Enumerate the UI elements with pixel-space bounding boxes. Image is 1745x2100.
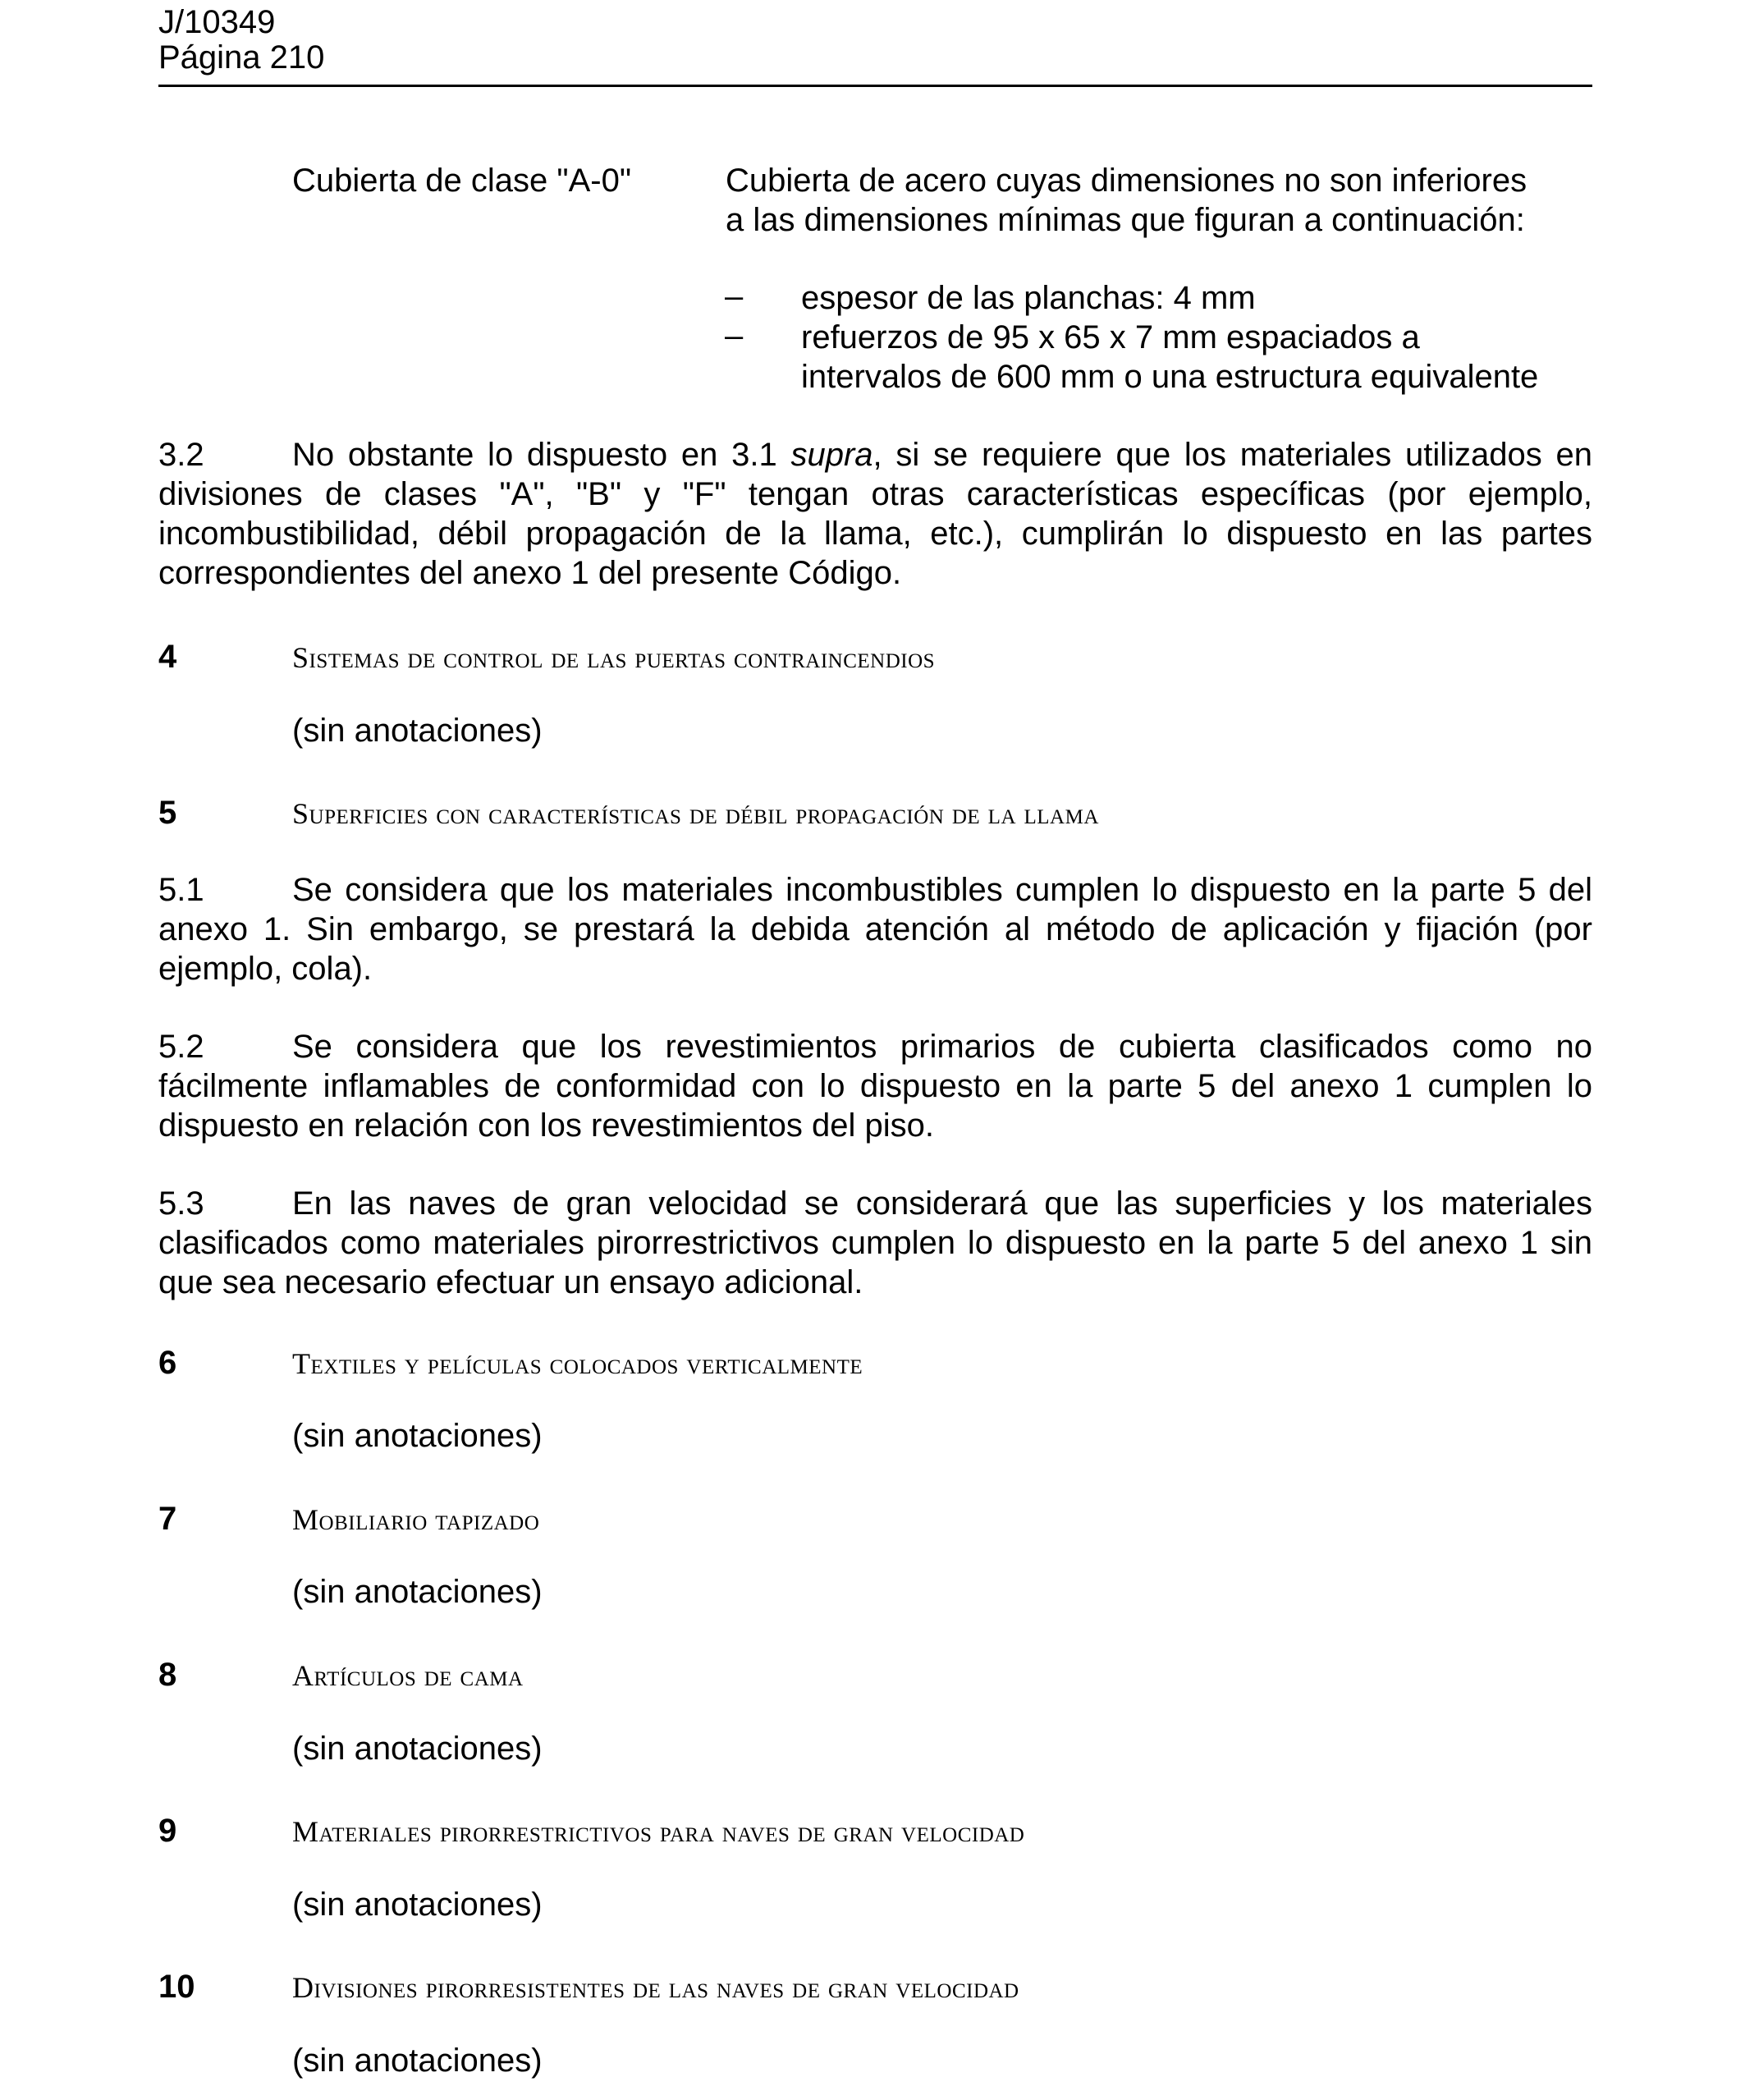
section-note: (sin anotaciones) — [292, 1574, 543, 1610]
section-heading: Superficies con características de débil propagación de la llama — [292, 797, 1099, 830]
definition-desc-line2: a las dimensiones mínimas que figuran a continuación: — [726, 202, 1525, 238]
section-heading: Divisiones pirorresistentes de las naves de gran velocidad — [292, 1971, 1019, 2004]
section-number: 6 — [158, 1345, 177, 1381]
page-number: Página 210 — [158, 39, 325, 76]
paragraph-text: Se considera que los materiales incombustibles cumplen lo dispuesto en la parte 5 del anexo 1. Sin embargo, se prestará la debida atención al método de aplicación y fijación (por ejemplo, cola). — [158, 872, 1592, 987]
paragraph-3-2 — [158, 435, 1592, 593]
section-number: 5 — [158, 795, 177, 831]
paragraph-number: 5.2 — [158, 1029, 204, 1065]
paragraph-text: En las naves de gran velocidad se considerará que las superficies y los materiales clasificados como materiales pirorrestrictivos cumplen lo dispuesto en la parte 5 del anexo 1 sin que sea necesario efectuar un ensayo adicional. — [158, 1185, 1592, 1300]
section-note: (sin anotaciones) — [292, 2043, 543, 2079]
section-number: 7 — [158, 1501, 177, 1537]
section-number: 4 — [158, 639, 177, 675]
paragraph-text: Se considera que los revestimientos primarios de cubierta clasificados como no fácilmente inflamables de conformidad con lo dispuesto en la parte 5 del anexo 1 cumplen lo dispuesto en relación con los revestimientos del piso. — [158, 1029, 1592, 1144]
section-note: (sin anotaciones) — [292, 1887, 543, 1923]
section-note: (sin anotaciones) — [292, 713, 543, 749]
paragraph-number: 3.2 — [158, 437, 204, 473]
paragraph-5-1 — [158, 870, 1592, 988]
paragraph-number: 5.1 — [158, 872, 204, 908]
document-reference: J/10349 — [158, 4, 276, 40]
section-number: 9 — [158, 1813, 177, 1849]
paragraph-text: , si se requiere que los materiales utilizados en divisiones de clases "A", "B" y "F" tengan otras características específicas (por ejemplo, incombustibilidad, débil propagación de la llama, etc.), cumplirán lo dispuesto en las partes correspondientes del anexo 1 del presente Código. — [158, 437, 1593, 591]
paragraph-text: No obstante lo dispuesto en 3.1 — [292, 437, 791, 473]
bullet-dash: – — [725, 318, 744, 354]
paragraph-5-3 — [158, 1184, 1592, 1302]
section-heading: Textiles y películas colocados verticalmente — [292, 1347, 863, 1380]
section-heading: Mobiliario tapizado — [292, 1503, 540, 1536]
section-heading: Artículos de cama — [292, 1659, 524, 1692]
section-number: 8 — [158, 1657, 177, 1693]
bullet-item-continuation: intervalos de 600 mm o una estructura equivalente — [801, 359, 1539, 395]
definition-term: Cubierta de clase "A-0" — [292, 163, 632, 199]
section-note: (sin anotaciones) — [292, 1418, 543, 1454]
section-heading: Materiales pirorrestrictivos para naves de gran velocidad — [292, 1815, 1025, 1848]
section-heading: Sistemas de control de las puertas contraincendios — [292, 641, 936, 674]
section-note: (sin anotaciones) — [292, 1731, 543, 1767]
bullet-dash: – — [725, 278, 744, 314]
paragraph-emphasis: supra — [790, 437, 873, 473]
section-number: 10 — [158, 1969, 195, 2005]
bullet-item: refuerzos de 95 x 65 x 7 mm espaciados a — [801, 319, 1420, 355]
bullet-item: espesor de las planchas: 4 mm — [801, 280, 1256, 316]
paragraph-5-2 — [158, 1027, 1592, 1145]
definition-desc-line1: Cubierta de acero cuyas dimensiones no son inferiores — [726, 163, 1527, 199]
paragraph-number: 5.3 — [158, 1185, 204, 1222]
header-rule — [158, 85, 1592, 87]
